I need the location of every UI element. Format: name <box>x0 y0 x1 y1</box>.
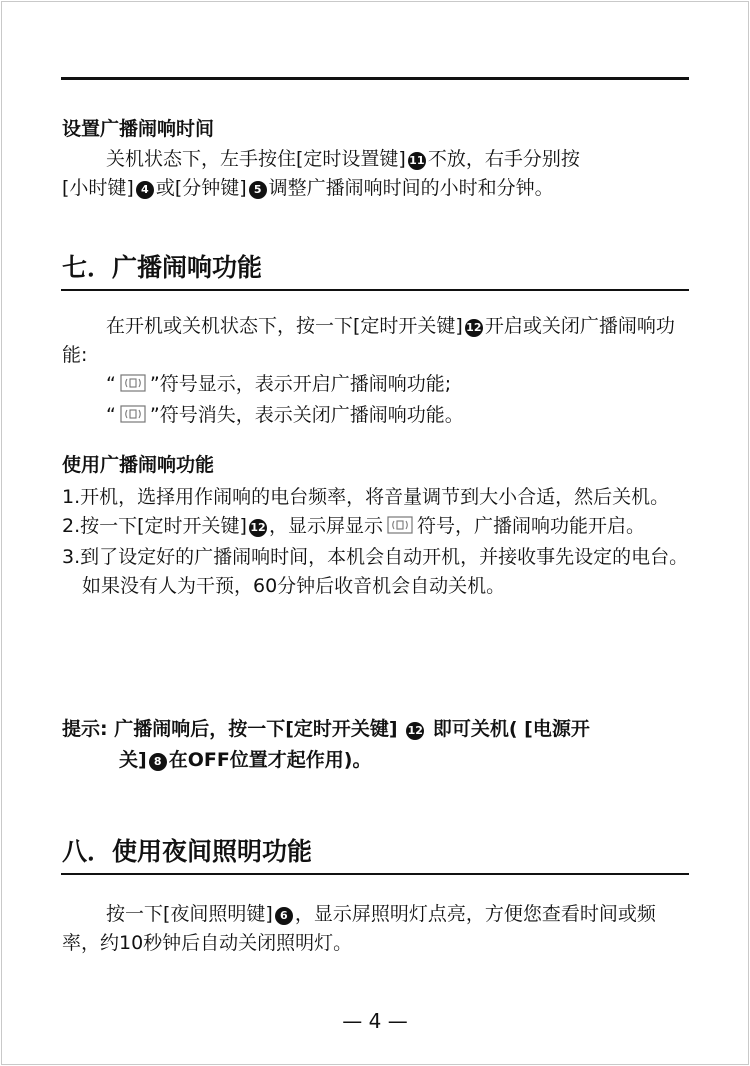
use-alarm-heading: 使用广播闹响功能 <box>62 454 215 476</box>
set-alarm-body <box>62 145 692 203</box>
list-item: 3.到了设定好的广播闹响时间，本机会自动开机，并接收事先设定的电台。如果没有人为干预，60分钟后收音机会自动关机。 <box>62 546 689 597</box>
tip-note <box>62 714 692 776</box>
key-12-badge: 12 <box>406 722 424 740</box>
key-4-badge: 4 <box>136 181 154 199</box>
section-eight-body: 按一下[夜间照明键] 6 ，显示屏照明灯点亮，方便您查看时间或频率，约10秒钟后自动关闭照明灯。 <box>62 903 656 954</box>
set-alarm-heading: 设置广播闹响时间 <box>62 118 215 140</box>
top-rule <box>61 77 689 80</box>
set-alarm-line-2: [小时键] 4 或[分钟键] 5 调整广播闹响时间的小时和分钟。 <box>62 177 554 199</box>
key-6-badge: 6 <box>275 907 293 925</box>
page-number: — 4 — <box>342 1009 408 1033</box>
tip-line-1: 提示: 广播闹响后，按一下[定时开关键] 12 即可关机( [电源开 <box>62 718 590 740</box>
radio-alarm-icon <box>120 372 146 401</box>
section-seven-title: 七．广播闹响功能 <box>62 253 263 282</box>
key-12-badge: 12 <box>249 519 267 537</box>
list-item: 1.开机，选择用作闹响的电台频率，将音量调节到大小合适，然后关机。 <box>62 486 670 508</box>
use-alarm-list <box>62 483 692 601</box>
section-eight-title: 八．使用夜间照明功能 <box>62 837 313 866</box>
tip-label: 提示: <box>62 718 108 740</box>
key-8-badge: 8 <box>149 753 167 771</box>
icon-hidden-line: “ ”符号消失，表示关闭广播闹响功能。 <box>62 401 692 432</box>
tip-line-2: 关] 8 在OFF位置才起作用)。 <box>119 749 372 771</box>
section-seven-intro: 在开机或关机状态下，按一下[定时开关键] 12 开启或关闭广播闹响功能: <box>62 315 675 366</box>
set-alarm-line-1: 关机状态下，左手按住[定时设置键] 11 不放，右手分别按 <box>106 148 580 170</box>
key-12-badge: 12 <box>465 319 483 337</box>
section-seven-body <box>62 312 692 432</box>
section-seven-rule <box>61 289 689 291</box>
icon-shown-line: “ ”符号显示，表示开启广播闹响功能; <box>62 370 692 401</box>
key-5-badge: 5 <box>249 181 267 199</box>
radio-alarm-icon <box>120 403 146 432</box>
radio-alarm-icon <box>387 514 413 543</box>
section-eight-rule <box>61 873 689 875</box>
key-11-badge: 11 <box>408 152 426 170</box>
list-item: 2.按一下[定时开关键] 12 ，显示屏显示 符号，广播闹响功能开启。 <box>62 512 692 543</box>
